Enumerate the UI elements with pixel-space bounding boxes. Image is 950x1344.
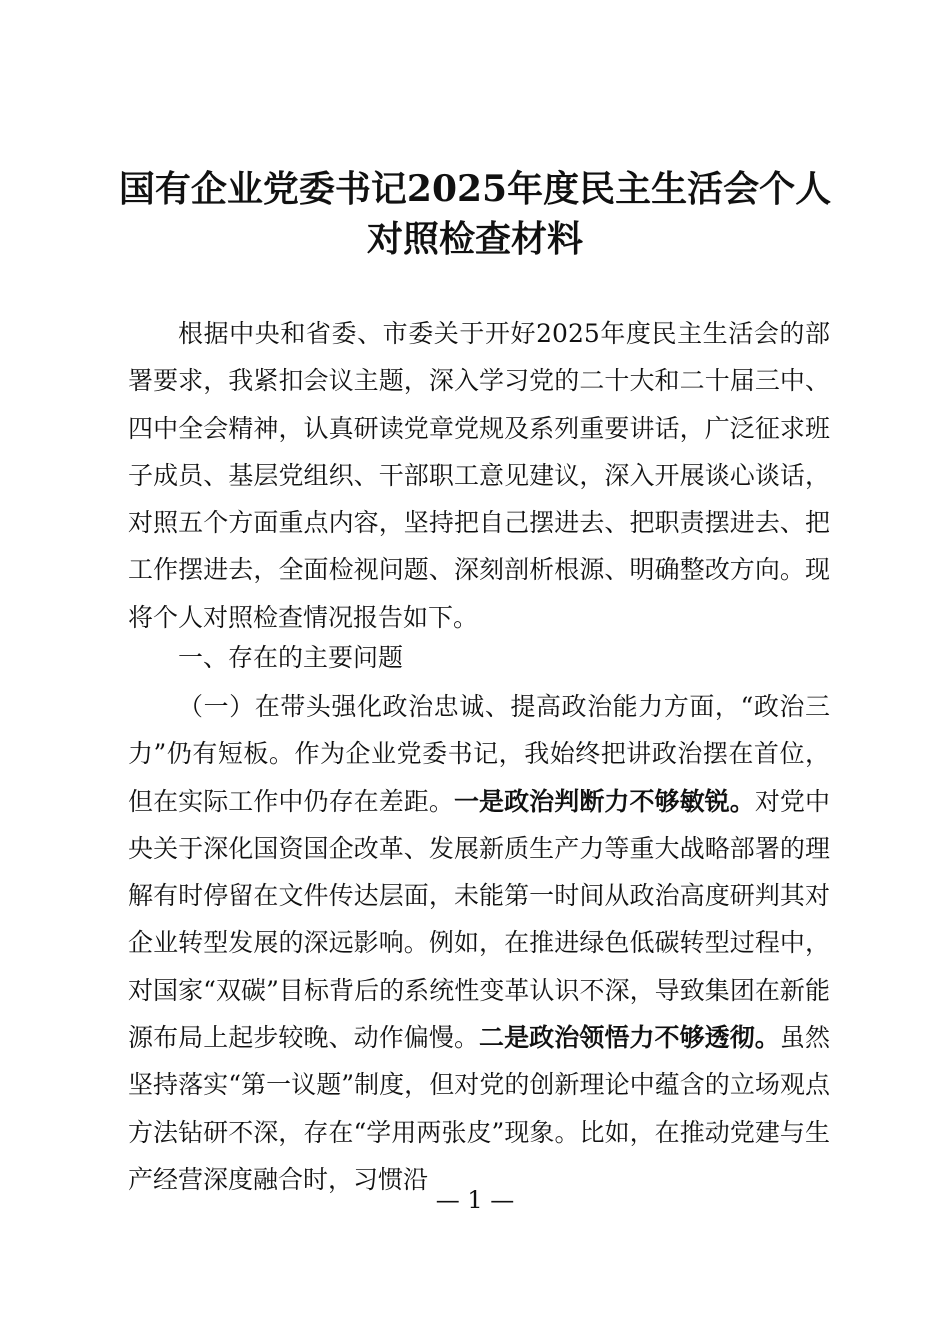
page-number: — 1 — <box>435 1186 515 1214</box>
section1-heading: 一、存在的主要问题 <box>178 643 404 672</box>
section1-text-part1: （一）在带头强化政治忠诚、提高政治能力方面，“政治三力”仍有短板。作为企业党委书记，我始终把讲政治摆在首位，但在实际工作中仍存在差距。 <box>128 692 830 816</box>
section1-bold-point1: 一是政治判断力不够敏锐。 <box>453 786 755 816</box>
document-title-line2: 对照检查材料 <box>366 218 583 260</box>
section1-text-part2: 对党中央关于深化国资国企改革、发展新质生产力等重大战略部署的理解有时停留在文件传达层面，未能第一时间从政治高度研判其对企业转型发展的深远影响。例如，在推进绿色低碳转型过程中，对国家“双碳”目标背后的系统性变革认识不深，导致集团在新能源布局上起步较晚、动作偏慢。 <box>128 786 830 1053</box>
section1-paragraph <box>128 683 830 1203</box>
section1-block <box>128 683 830 1203</box>
intro-paragraph: 根据中央和省委、市委关于开好2025年度民主生活会的部署要求，我紧扣会议主题，深入学习党的二十大和二十届三中、四中全会精神，认真研读党章党规及系列重要讲话，广泛征求班子成员、基层党组织、干部职工意见建议，深入开展谈心谈话，对照五个方面重点内容，坚持把自己摆进去、把职责摆进去、把工作摆进去，全面检视问题、深刻剖析根源、明确整改方向。现将个人对照检查情况报告如下。 <box>128 319 830 632</box>
intro-block <box>128 310 830 641</box>
document-title-line1: 国有企业党委书记2025年度民主生活会个人 <box>118 168 832 210</box>
section1-bold-point2: 二是政治领悟力不够透彻。 <box>479 1023 780 1053</box>
section1-text-part3: 虽然坚持落实“第一议题”制度，但对党的创新理论中蕴含的立场观点方法钻研不深，存在“学用两张皮”现象。比如，在推动党建与生产经营深度融合时，习惯沿 <box>128 1023 830 1194</box>
